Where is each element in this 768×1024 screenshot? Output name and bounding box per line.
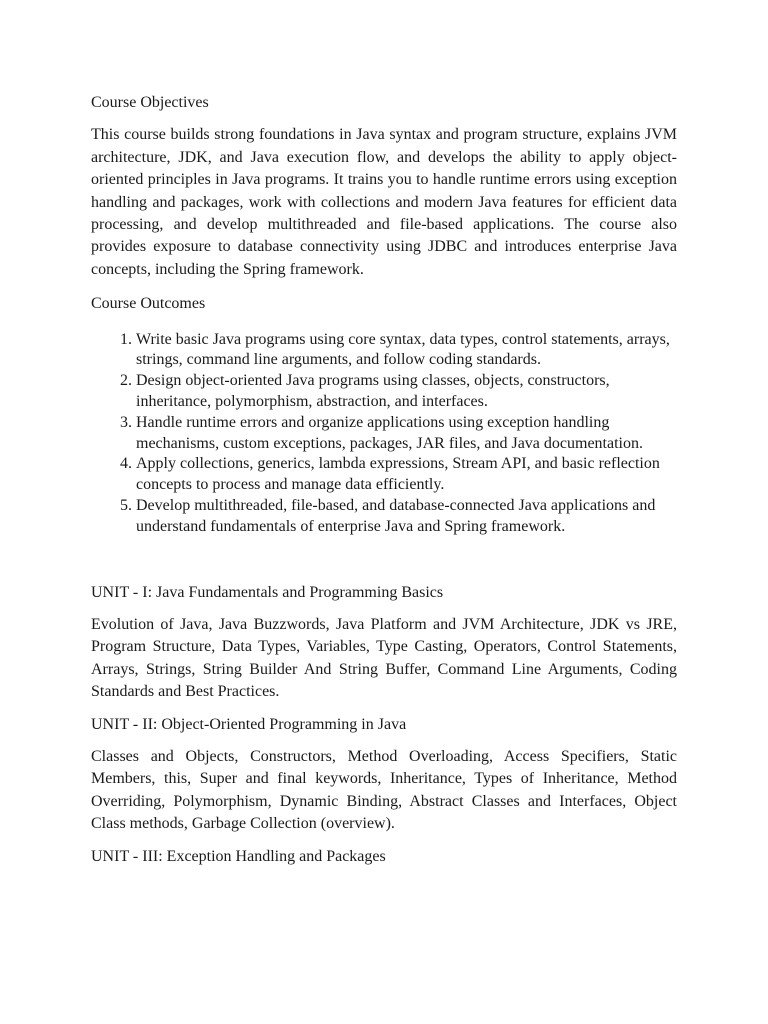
section-spacer bbox=[91, 538, 677, 582]
outcome-item-4: 4. Apply collections, generics, lambda expressions, Stream API, and basic reflection concepts to process and manage data efficiently. bbox=[136, 454, 677, 496]
outcome-item-1: 1. Write basic Java programs using core syntax, data types, control statements, arrays, strings, command line arguments, and follow coding standards. bbox=[136, 330, 677, 372]
course-objectives-heading: Course Objectives bbox=[91, 94, 209, 111]
unit-2-heading: UNIT - II: Object-Oriented Programming in Java bbox=[91, 715, 407, 733]
course-outcomes-heading: Course Outcomes bbox=[91, 295, 206, 313]
course-objectives-text: This course builds strong foundations in Java syntax and program structure, explains JVM architecture, JDK, and Java execution flow, and develops the ability to apply object-oriented principles in Java programs. It trains you to handle runtime errors using exception handling and packages, work with collections and modern Java features for efficient data processing, and develop multithreaded and file-based applications. The course also provides exposure to database connectivity using JDBC and introduces enterprise Java concepts, including the Spring framework. bbox=[91, 126, 677, 278]
document-page bbox=[91, 92, 677, 878]
unit-1-heading: UNIT - I: Java Fundamentals and Programming Basics bbox=[91, 583, 444, 601]
outcome-item-5: 5. Develop multithreaded, file-based, and database-connected Java applications and understand fundamentals of enterprise Java and Spring framework. bbox=[136, 496, 677, 538]
unit-2-text: Classes and Objects, Constructors, Method Overloading, Access Specifiers, Static Members, this, Super and final keywords, Inheritance, Types of Inheritance, Method Overriding, Polymorphism, Dynamic Binding, Abstract Classes and Interfaces, Object Class methods, Garbage Collection (overview). bbox=[91, 748, 677, 833]
outcome-item-2: 2. Design object-oriented Java programs using classes, objects, constructors, inheritance, polymorphism, abstraction, and interfaces. bbox=[136, 371, 677, 413]
unit-3-heading: UNIT - III: Exception Handling and Packages bbox=[91, 847, 386, 865]
outcome-item-3: 3. Handle runtime errors and organize applications using exception handling mechanisms, custom exceptions, packages, JAR files, and Java documentation. bbox=[136, 413, 677, 455]
course-outcomes-list bbox=[91, 330, 677, 538]
unit-1-text: Evolution of Java, Java Buzzwords, Java Platform and JVM Architecture, JDK vs JRE, Program Structure, Data Types, Variables, Type Casting, Operators, Control Statements, Arrays, Strings, String Builder And String Buffer, Command Line Arguments, Coding Standards and Best Practices. bbox=[91, 616, 677, 701]
